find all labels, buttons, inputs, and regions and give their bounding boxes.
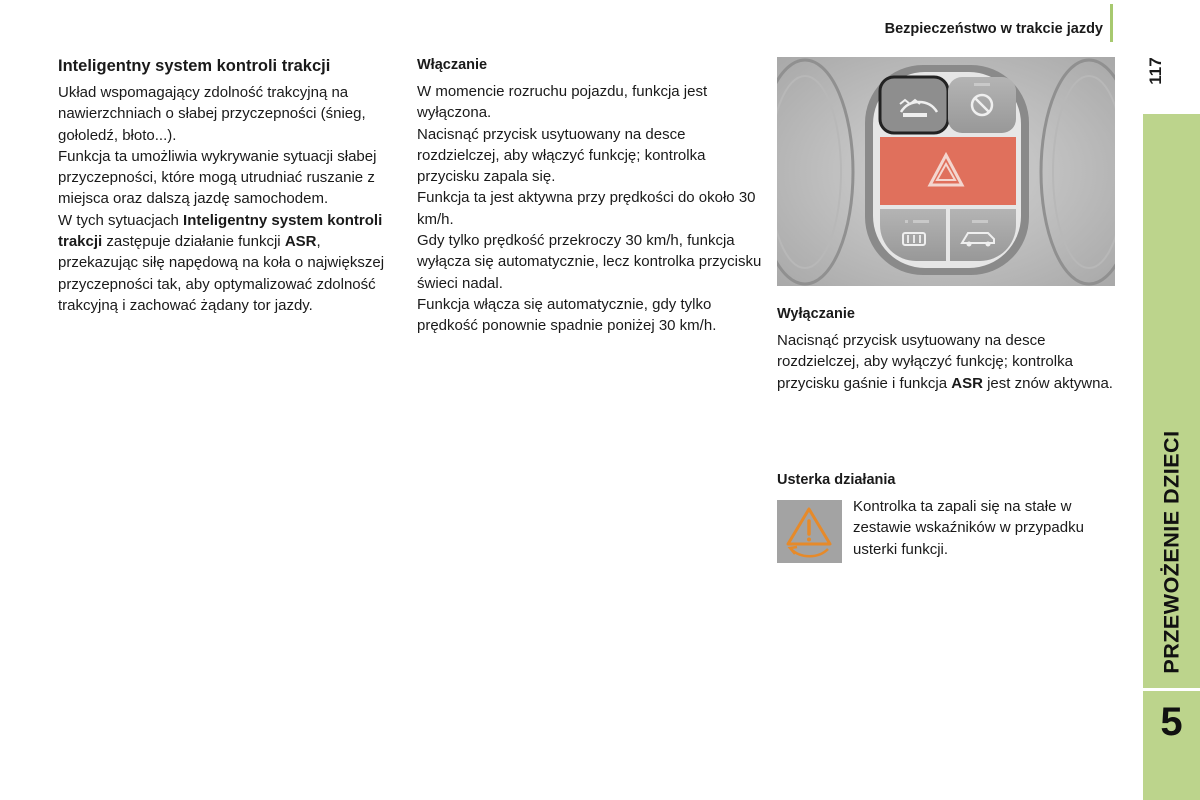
deactivation-paragraph (777, 330, 1122, 394)
fault-heading: Usterka działania (777, 472, 896, 488)
traction-fault-warning-icon (777, 500, 842, 563)
column-activation (417, 56, 762, 337)
intro-paragraph-2: Funkcja ta umożliwia wykrywanie sytuacji słabej przyczepności, które mogą utrudniać ruszanie z miejsca oraz dalszą jazdę samochodem. (58, 147, 377, 208)
intro-paragraph-3 (58, 210, 398, 316)
deactivation-heading: Wyłączanie (777, 306, 855, 322)
chapter-number: 5 (1160, 700, 1183, 744)
header-rule (1110, 4, 1113, 42)
text-run: zastępuje działanie funkcji (102, 233, 285, 251)
activation-paragraph-3: Funkcja ta jest aktywna przy prędkości do około 30 km/h. (417, 189, 756, 228)
column-intro (58, 56, 398, 316)
text-run: Nacisnąć przycisk usytuowany na desce rozdzielczej, aby wyłączyć funkcję; kontrolka przycisku gaśnie i funkcja (777, 332, 1073, 392)
fault-description: Kontrolka ta zapali się na stałe w zestawie wskaźników w przypadku usterki funkcji. (853, 498, 1084, 558)
text-run: W tych sytuacjach (58, 211, 184, 229)
hazard-triangle-icon (880, 137, 1016, 205)
intro-paragraph-1: Układ wspomagający zdolność trakcyjną na nawierzchniach o słabej przyczepności (śnieg, gołoledź, błoto...). (58, 84, 366, 144)
activation-paragraph-1: W momencie rozruchu pojazdu, funkcja jest wyłączona. (417, 83, 708, 122)
activation-paragraph-5: Funkcja włącza się automatycznie, gdy tylko prędkość ponownie spadnie poniżej 30 km/h. (417, 295, 717, 335)
traction-control-icon (880, 77, 948, 133)
fault-section (777, 471, 1117, 496)
activation-paragraph-4: Gdy tylko prędkość przekroczy 30 km/h, funkcja wyłącza się automatycznie, lecz kontrolka przycisku świeci nadal. (417, 232, 762, 292)
chapter-title (1143, 414, 1200, 690)
text-run-bold: ASR (284, 233, 317, 251)
chapter-title-text: PRZEWOŻENIE DZIECI (1159, 430, 1183, 674)
text-run-bold: Inteligentny system kontroli trakcji (58, 211, 383, 251)
page-number-text: 117 (1146, 57, 1165, 85)
text-run-bold: ASR (951, 374, 983, 392)
esp-off-icon (948, 77, 1016, 133)
running-header: Bezpieczeństwo w trakcie jazdy (884, 21, 1103, 37)
dashboard-buttons-photo (777, 57, 1115, 286)
activation-heading: Włączanie (417, 57, 488, 73)
text-run: , przekazując siłę napędową na koła o największej przyczepności tak, aby optymalizować zdolność trakcyjną i zachować żądany tor jazdy. (58, 233, 385, 314)
page-number (1139, 52, 1173, 90)
section-heading: Inteligentny system kontroli trakcji (58, 57, 331, 75)
text-run: jest znów aktywna. (982, 374, 1113, 392)
column-deactivation (777, 305, 1122, 394)
activation-paragraph-2: Nacisnąć przycisk usytuowany na desce rozdzielczej, aby włączyć funkcję; kontrolka przycisku zapala się. (417, 125, 706, 186)
